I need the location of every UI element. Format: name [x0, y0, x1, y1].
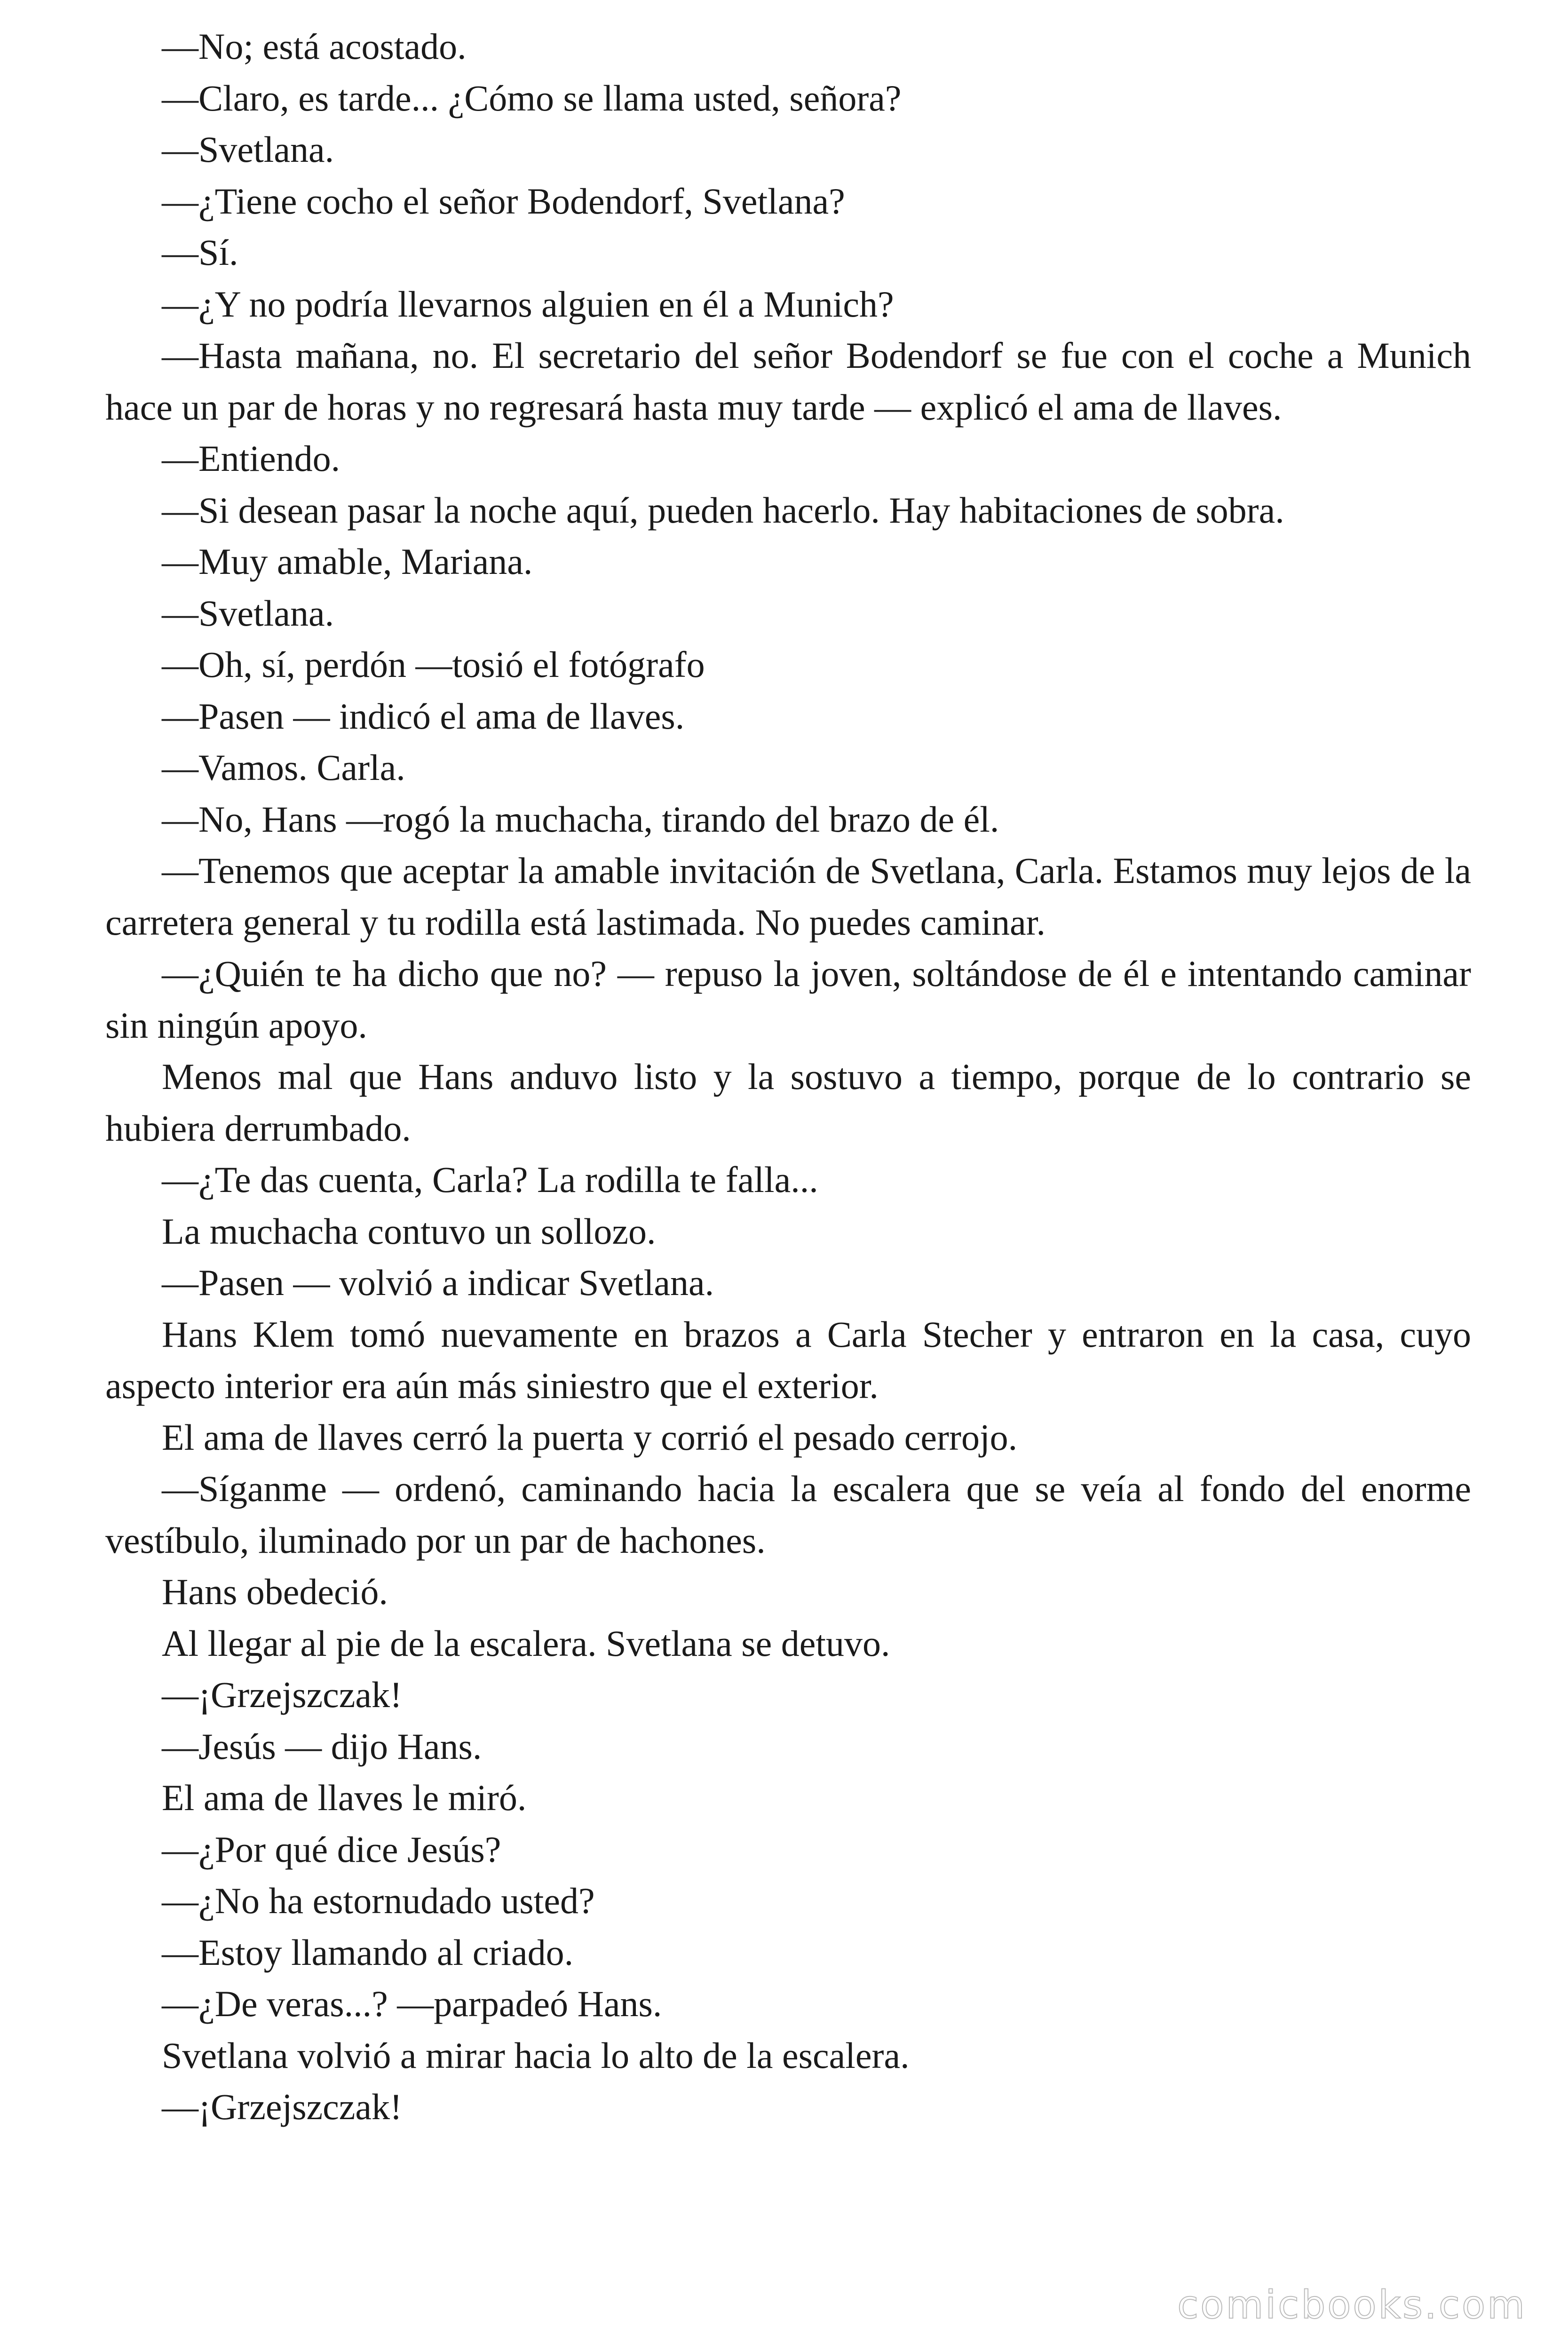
paragraph: —Hasta mañana, no. El secretario del señor Bodendorf se fue con el coche a Munich hace un par de horas y no regresará hasta muy tarde — explicó el ama de llaves. [105, 335, 1471, 428]
watermark: comicbooks.com [1177, 2283, 1527, 2328]
paragraph: —No; está acostado. [162, 26, 467, 67]
paragraph: —Jesús — dijo Hans. [162, 1725, 482, 1767]
paragraph: —Pasen — volvió a indicar Svetlana. [162, 1262, 714, 1303]
paragraph: —Claro, es tarde... ¿Cómo se llama usted, señora? [162, 77, 902, 119]
paragraph: Al llegar al pie de la escalera. Svetlana se detuvo. [162, 1622, 890, 1664]
paragraph: Hans obedeció. [162, 1571, 388, 1612]
paragraph: —Sí. [162, 232, 238, 273]
paragraph: —Svetlana. [162, 592, 334, 634]
paragraph: Svetlana volvió a mirar hacia lo alto de la escalera. [162, 2034, 910, 2076]
paragraph: —¿No ha estornudado usted? [162, 1880, 595, 1921]
paragraph: —Pasen — indicó el ama de llaves. [162, 695, 685, 737]
paragraph: El ama de llaves le miró. [162, 1777, 527, 1818]
paragraph: —¿Y no podría llevarnos alguien en él a Munich? [162, 283, 894, 325]
paragraph: —Si desean pasar la noche aquí, pueden hacerlo. Hay habitaciones de sobra. [162, 489, 1284, 531]
paragraph: —Síganme — ordenó, caminando hacia la escalera que se veía al fondo del enorme vestíbulo, iluminado por un par de hachones. [105, 1468, 1471, 1561]
paragraph: —Svetlana. [162, 129, 334, 170]
paragraph: —¿Te das cuenta, Carla? La rodilla te falla... [162, 1159, 818, 1200]
paragraph: —¡Grzejszczak! [162, 1674, 402, 1715]
paragraph: —No, Hans —rogó la muchacha, tirando del brazo de él. [162, 798, 999, 840]
paragraph: —Oh, sí, perdón —tosió el fotógrafo [162, 644, 705, 685]
paragraph: —¿Tiene cocho el señor Bodendorf, Svetlana? [162, 180, 845, 222]
paragraph: La muchacha contuvo un sollozo. [162, 1210, 656, 1252]
paragraph: —¡Grzejszczak! [162, 2086, 402, 2127]
paragraph: —Estoy llamando al criado. [162, 1931, 574, 1973]
page-text [105, 21, 1471, 2133]
paragraph: —¿De veras...? —parpadeó Hans. [162, 1983, 662, 2024]
paragraph: El ama de llaves cerró la puerta y corrió el pesado cerrojo. [162, 1416, 1018, 1458]
paragraph: —¿Por qué dice Jesús? [162, 1828, 501, 1870]
paragraph: —¿Quién te ha dicho que no? — repuso la joven, soltándose de él e intentando caminar sin ningún apoyo. [105, 953, 1471, 1046]
paragraph: Hans Klem tomó nuevamente en brazos a Carla Stecher y entraron en la casa, cuyo aspecto interior era aún más siniestro que el exterior. [105, 1313, 1471, 1406]
paragraph: —Muy amable, Mariana. [162, 541, 533, 582]
paragraph: Menos mal que Hans anduvo listo y la sostuvo a tiempo, porque de lo contrario se hubiera derrumbado. [105, 1056, 1471, 1149]
paragraph: —Entiendo. [162, 438, 341, 479]
paragraph: —Vamos. Carla. [162, 747, 405, 788]
paragraph: —Tenemos que aceptar la amable invitación de Svetlana, Carla. Estamos muy lejos de la carretera general y tu rodilla está lastimada. No puedes caminar. [105, 850, 1471, 943]
